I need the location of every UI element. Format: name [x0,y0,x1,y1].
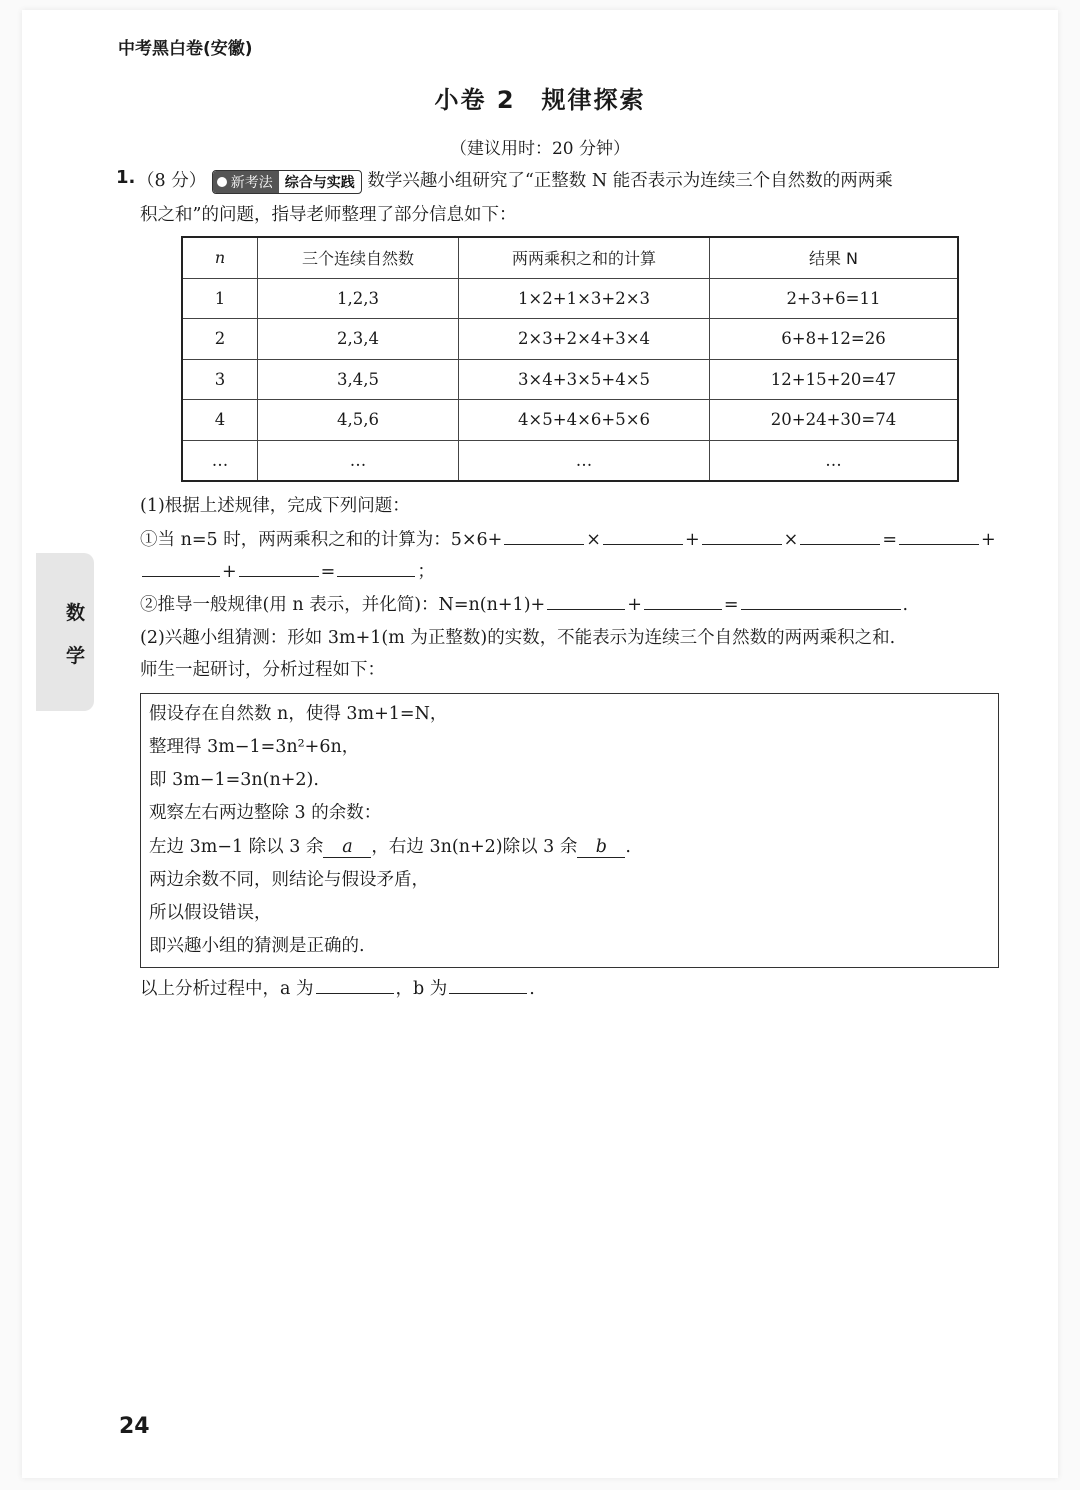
answer-blank[interactable] [504,526,584,545]
badge-comprehensive-practice: 综合与实践 [284,174,355,191]
answer-blank[interactable] [547,591,625,610]
table-row [182,319,958,360]
table-header-row [182,237,958,278]
analysis-line: 即 3m−1=3n(n+2). [149,770,319,790]
table-cell: … [182,440,258,481]
table-cell: 1×2+1×3+2×3 [459,278,710,319]
table-row [182,400,958,441]
equals-sign: = [723,595,739,615]
answer-blank[interactable] [337,558,415,577]
table-cell: 2 [182,319,258,360]
answer-blank[interactable] [449,975,527,994]
plus-sign: + [627,595,642,615]
table-header-cell: n [182,237,258,278]
table-cell: 6+8+12=26 [710,319,959,360]
final-question-line [140,975,535,1000]
equals-sign: = [882,530,897,550]
analysis-text: ，右边 3n(n+2)除以 3 余 [371,837,578,857]
table-cell: 2,3,4 [258,319,459,360]
side-tab-char-2: 学 [66,645,86,667]
analysis-line: 即兴趣小组的猜测是正确的. [149,936,365,956]
part2-line-2: 师生一起研讨，分析过程如下： [140,660,385,680]
period: . [529,979,535,999]
analysis-line: 两边余数不同，则结论与假设矛盾， [149,870,429,890]
table-row [182,440,958,481]
question-line-1 [137,167,893,194]
fill-b: b [577,837,625,858]
table-cell: 4,5,6 [258,400,459,441]
answer-blank[interactable] [741,591,901,610]
answer-blank[interactable] [603,526,683,545]
table-header-cell: 两两乘积之和的计算 [459,237,710,278]
question-points: （8 分） [137,171,207,191]
table-cell: 3×4+3×5+4×5 [459,359,710,400]
new-method-badge [212,170,362,194]
table-cell: 2+3+6=11 [710,278,959,319]
lightbulb-icon [217,177,227,187]
answer-blank[interactable] [702,526,782,545]
table-cell: 1 [182,278,258,319]
part1-intro: (1)根据上述规律，完成下列问题： [140,496,410,516]
fill-a: a [323,837,371,858]
times-sign: × [586,530,601,550]
part2-line-1: (2)兴趣小组猜测：形如 3m+1(m 为正整数)的实数，不能表示为连续三个自然数的两两乘积之和. [140,628,896,648]
answer-blank[interactable] [644,591,722,610]
equals-sign: = [320,562,336,582]
analysis-line: 观察左右两边整除 3 的余数： [149,803,382,823]
plus-sign: + [222,562,237,582]
table-cell: 4×5+4×6+5×6 [459,400,710,441]
plus-sign: + [980,530,996,550]
answer-blank[interactable] [239,558,319,577]
badge-new-method [213,171,279,193]
analysis-line [149,833,631,858]
part1-q2-prefix: ②推导一般规律(用 n 表示，并化简)：N=n(n+1)+ [140,595,546,615]
semicolon: ； [417,562,435,582]
table-cell: 4 [182,400,258,441]
question-stem-line-1: 数学兴趣小组研究了“正整数 N 能否表示为连续三个自然数的两两乘 [367,171,893,191]
table-cell: 3,4,5 [258,359,459,400]
side-tab-char-1: 数 [66,602,86,624]
table-cell: 20+24+30=74 [710,400,959,441]
table-header-cell: 结果 N [710,237,959,278]
running-header: 中考黑白卷(安徽) [118,39,253,59]
subject-side-tab [36,553,94,711]
analysis-line: 所以假设错误， [149,903,272,923]
analysis-line: 整理得 3m−1=3n²+6n， [149,737,360,757]
page-title: 小卷 2 规律探索 [434,86,646,114]
table-cell: 12+15+20=47 [710,359,959,400]
final-mid: ，b 为 [395,979,448,999]
final-prefix: 以上分析过程中，a 为 [140,979,314,999]
table-cell: 3 [182,359,258,400]
data-table [181,236,959,482]
part1-q1-prefix: ①当 n=5 时，两两乘积之和的计算为：5×6+ [140,530,503,550]
table-cell: … [459,440,710,481]
page-number: 24 [119,1414,150,1439]
table-cell: … [258,440,459,481]
time-hint: （建议用时：20 分钟） [449,139,631,159]
plus-sign: + [684,530,700,550]
answer-blank[interactable] [316,975,394,994]
part1-q1-line-2 [140,558,435,583]
table-cell: 2×3+2×4+3×4 [459,319,710,360]
answer-blank[interactable] [142,558,220,577]
badge-dark-label: 新考法 [230,174,273,191]
question-stem-line-2: 积之和”的问题，指导老师整理了部分信息如下： [140,205,517,225]
table-row [182,278,958,319]
answer-blank[interactable] [800,526,880,545]
part1-q2-line [140,591,908,616]
table-cell: 1,2,3 [258,278,459,319]
times-sign: × [783,530,799,550]
analysis-line: 假设存在自然数 n，使得 3m+1=N， [149,704,448,724]
question-number: 1. [116,167,136,188]
table-row [182,359,958,400]
table-cell: … [710,440,959,481]
table-header-cell: 三个连续自然数 [258,237,459,278]
period: . [625,837,631,857]
answer-blank[interactable] [899,526,979,545]
period: . [902,595,909,615]
part1-q1-line [140,526,996,551]
analysis-box [140,693,999,968]
analysis-text: 左边 3m−1 除以 3 余 [149,837,324,857]
